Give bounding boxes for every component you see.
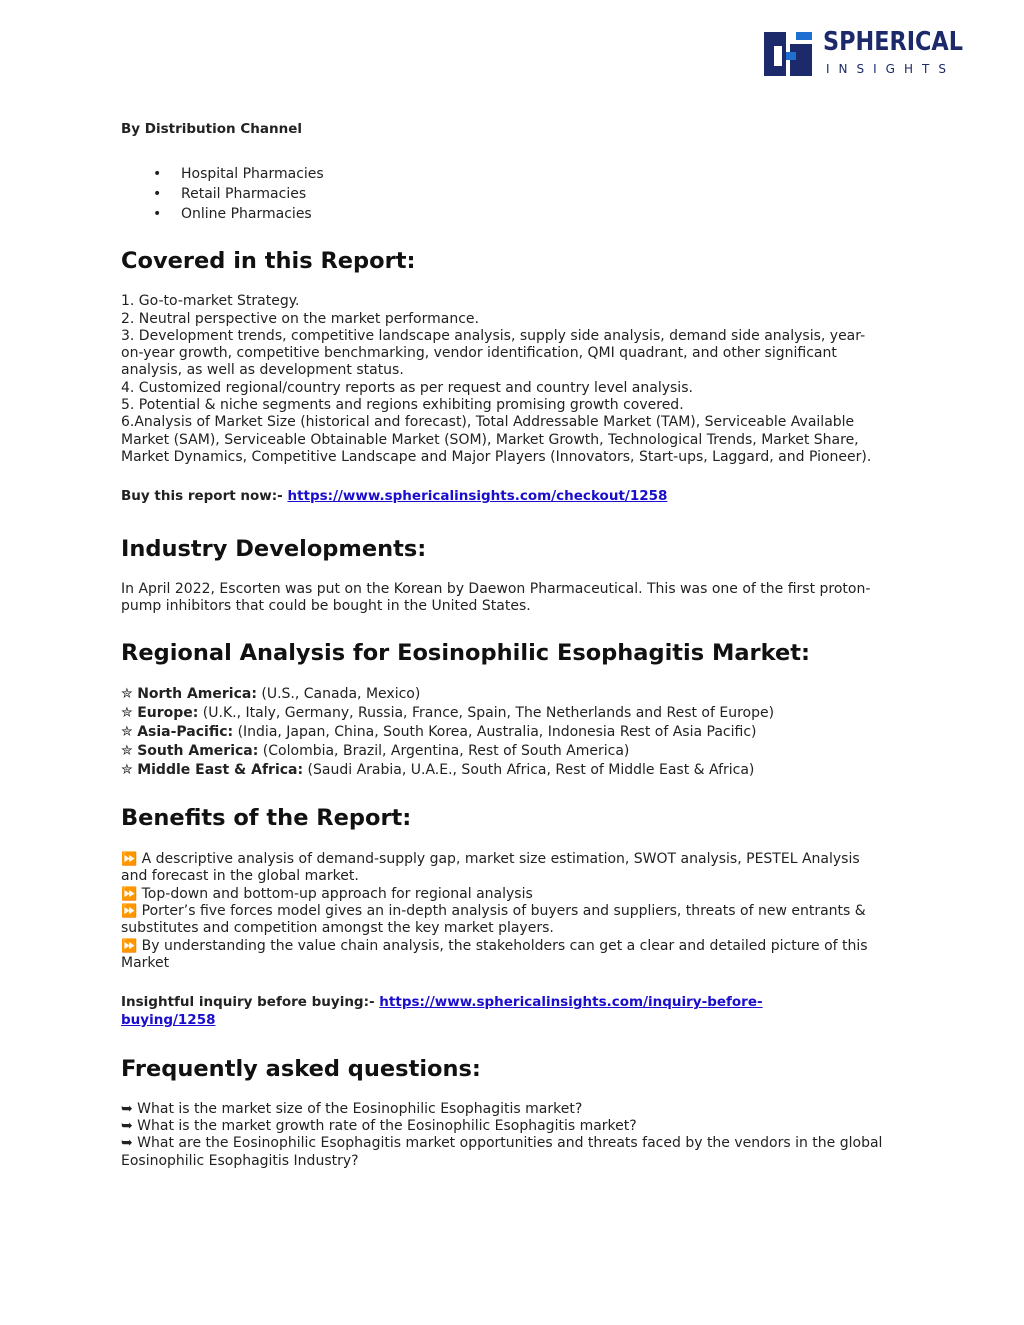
benefit-line (121, 903, 911, 920)
covered-line: analysis, as well as development status. (121, 362, 404, 379)
covered-line: Market Dynamics, Competitive Landscape and Major Players (Innovators, Start-ups, Laggard, and Pioneer). (121, 448, 872, 465)
benefit-line (121, 955, 911, 972)
faq-text: Eosinophilic Esophagitis Industry? (121, 1152, 359, 1169)
benefit-text: and forecast in the global market. (121, 868, 359, 885)
region-item (121, 704, 911, 723)
benefit-line (121, 851, 911, 868)
logo-mark-icon (764, 32, 816, 76)
star-icon: ✮ (121, 762, 133, 779)
region-item (121, 685, 911, 704)
inquiry-line (121, 994, 911, 1029)
star-icon: ✮ (121, 724, 133, 741)
region-name: Middle East & Africa: (137, 762, 304, 779)
industry-text (121, 581, 911, 616)
faq-line (121, 1153, 911, 1170)
covered-line: Market (SAM), Serviceable Obtainable Market (SOM), Market Growth, Technological Trends, Market Share, (121, 431, 859, 448)
faq-text: What are the Eosinophilic Esophagitis market opportunities and threats faced by the vendors in the global (132, 1135, 883, 1152)
star-icon: ✮ (121, 743, 133, 760)
distribution-item: • Online Pharmacies (121, 204, 911, 224)
fast-forward-icon: ⏩ (121, 886, 138, 902)
faq-heading: Frequently asked questions: (121, 1055, 481, 1082)
covered-line: 4. Customized regional/country reports as per request and country level analysis. (121, 379, 693, 396)
benefits-heading: Benefits of the Report: (121, 805, 412, 832)
benefit-text: By understanding the value chain analysis, the stakeholders can get a clear and detailed picture of this (137, 937, 868, 954)
benefits-list (121, 851, 911, 972)
distribution-heading: By Distribution Channel (121, 121, 302, 137)
covered-line: 2. Neutral perspective on the market performance. (121, 310, 479, 327)
industry-heading: Industry Developments: (121, 535, 427, 562)
spherical-insights-logo (764, 27, 976, 78)
benefit-text: A descriptive analysis of demand-supply gap, market size estimation, SWOT analysis, PESTEL Analysis (137, 851, 860, 868)
checkout-link[interactable]: https://www.sphericalinsights.com/checkout/1258 (287, 488, 668, 505)
logo-subtitle: INSIGHTS (826, 62, 955, 76)
region-name: Europe: (137, 705, 199, 722)
benefit-text: Porter’s five forces model gives an in-depth analysis of buyers and suppliers, threats of new entrants & (137, 903, 866, 920)
covered-list (121, 293, 911, 466)
distribution-item: • Hospital Pharmacies (121, 164, 911, 184)
covered-heading: Covered in this Report: (121, 248, 416, 275)
faq-line (121, 1135, 911, 1152)
arrow-icon: ➥ (121, 1135, 133, 1152)
star-icon: ✮ (121, 686, 133, 703)
benefit-text: Top-down and bottom-up approach for regional analysis (137, 885, 533, 902)
star-icon: ✮ (121, 705, 133, 722)
logo-wordmark: SPHERICAL (823, 27, 963, 57)
region-countries: (U.K., Italy, Germany, Russia, France, Spain, The Netherlands and Rest of Europe) (198, 705, 775, 722)
distribution-item: • Retail Pharmacies (121, 184, 911, 204)
benefit-text: substitutes and competition amongst the key market players. (121, 920, 554, 937)
distribution-list (121, 164, 911, 224)
region-countries: (Saudi Arabia, U.A.E., South Africa, Rest of Middle East & Africa) (303, 762, 755, 779)
covered-line: 5. Potential & niche segments and regions exhibiting promising growth covered. (121, 397, 684, 414)
region-countries: (Colombia, Brazil, Argentina, Rest of South America) (258, 743, 630, 760)
arrow-icon: ➥ (121, 1100, 133, 1117)
region-item (121, 723, 911, 742)
faq-list (121, 1101, 911, 1170)
industry-line: pump inhibitors that could be bought in the United States. (121, 597, 531, 614)
region-item (121, 742, 911, 761)
benefit-line (121, 886, 911, 903)
region-item (121, 761, 911, 780)
fast-forward-icon: ⏩ (121, 904, 138, 920)
region-name: North America: (137, 686, 257, 703)
benefit-line (121, 920, 911, 937)
arrow-icon: ➥ (121, 1118, 133, 1135)
buy-label: Buy this report now:- (121, 488, 288, 505)
region-name: South America: (137, 743, 259, 760)
industry-line: In April 2022, Escorten was put on the Korean by Daewon Pharmaceutical. This was one of the first proton- (121, 580, 871, 597)
faq-line (121, 1101, 911, 1118)
buy-line (121, 488, 911, 505)
faq-text: What is the market size of the Eosinophilic Esophagitis market? (132, 1100, 583, 1117)
regional-heading: Regional Analysis for Eosinophilic Esophagitis Market: (121, 640, 811, 667)
inquiry-link[interactable]: https://www.sphericalinsights.com/inquiry-before- (379, 994, 763, 1011)
benefit-line (121, 868, 911, 885)
fast-forward-icon: ⏩ (121, 938, 138, 954)
covered-line: 3. Development trends, competitive landscape analysis, supply side analysis, demand side analysis, year- (121, 327, 866, 344)
benefit-text: Market (121, 954, 170, 971)
report-content (121, 121, 911, 1170)
region-countries: (U.S., Canada, Mexico) (256, 686, 421, 703)
region-countries: (India, Japan, China, South Korea, Australia, Indonesia Rest of Asia Pacific) (233, 724, 757, 741)
covered-line: 6.Analysis of Market Size (historical and forecast), Total Addressable Market (TAM), Serviceable Available (121, 414, 855, 431)
fast-forward-icon: ⏩ (121, 852, 138, 868)
faq-line (121, 1118, 911, 1135)
faq-text: What is the market growth rate of the Eosinophilic Esophagitis market? (132, 1118, 637, 1135)
inquiry-link-cont[interactable]: buying/1258 (121, 1011, 216, 1028)
region-name: Asia-Pacific: (137, 724, 234, 741)
regional-list (121, 685, 911, 780)
inquiry-label: Insightful inquiry before buying:- (121, 994, 380, 1011)
covered-line: on-year growth, competitive benchmarking, vendor identification, QMI quadrant, and other significant (121, 345, 837, 362)
benefit-line (121, 938, 911, 955)
covered-line: 1. Go-to-market Strategy. (121, 293, 300, 310)
